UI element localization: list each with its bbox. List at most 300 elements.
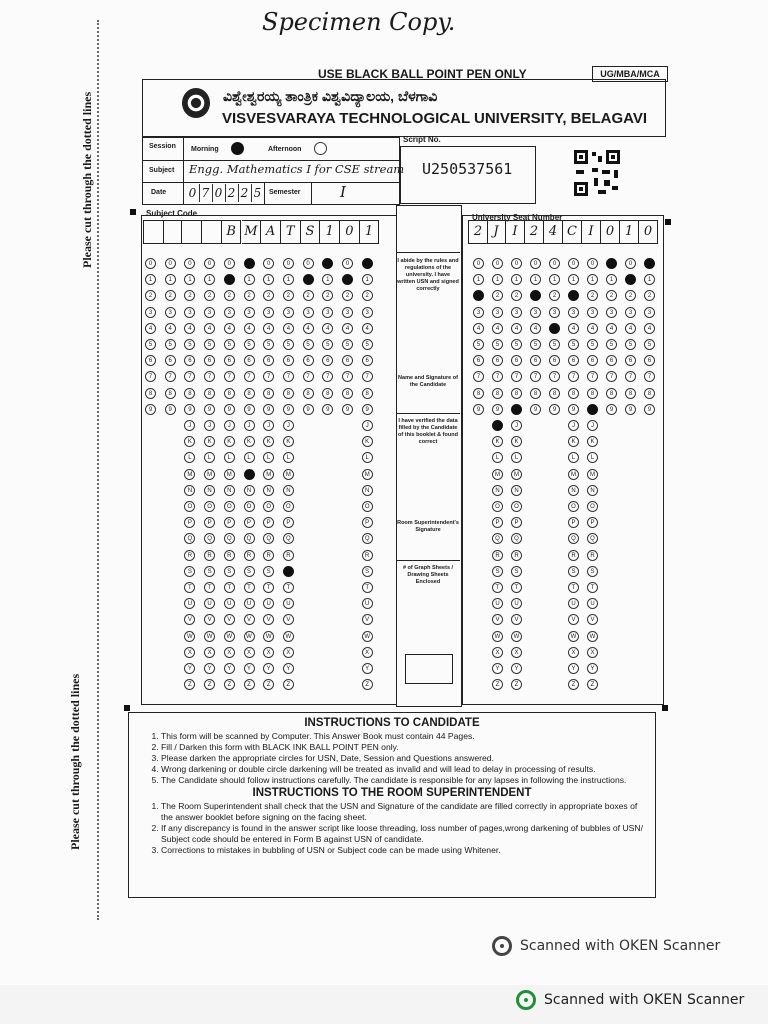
usn-bubble[interactable]: S xyxy=(568,566,579,577)
usn-bubble[interactable]: M xyxy=(587,469,598,480)
subject-code-bubble[interactable]: N xyxy=(263,485,274,496)
subject-code-bubble[interactable]: 8 xyxy=(165,388,176,399)
subject-code-bubble[interactable]: X xyxy=(224,647,235,658)
subject-code-bubble[interactable]: 3 xyxy=(224,307,235,318)
subject-code-bubble[interactable]: 8 xyxy=(362,388,373,399)
usn-bubble[interactable]: M xyxy=(492,469,503,480)
usn-bubble[interactable]: 2 xyxy=(606,290,617,301)
subject-code-bubble[interactable]: K xyxy=(204,436,215,447)
usn-bubble[interactable]: O xyxy=(568,501,579,512)
subject-code-bubble[interactable]: 6 xyxy=(342,355,353,366)
subject-code-bubble[interactable]: 4 xyxy=(303,323,314,334)
usn-bubble[interactable]: X xyxy=(492,647,503,658)
usn-bubble[interactable]: 0 xyxy=(530,258,541,269)
subject-code-bubble[interactable]: 6 xyxy=(224,355,235,366)
subject-code-bubble[interactable]: 6 xyxy=(263,355,274,366)
subject-code-bubble[interactable]: 0 xyxy=(165,258,176,269)
subject-code-bubble[interactable]: R xyxy=(283,550,294,561)
subject-code-bubble[interactable]: U xyxy=(263,598,274,609)
usn-bubble[interactable]: 2 xyxy=(644,290,655,301)
subject-code-bubble[interactable]: Y xyxy=(362,663,373,674)
subject-code-bubble[interactable]: M xyxy=(204,469,215,480)
subject-code-bubble[interactable]: 1 xyxy=(362,274,373,285)
subject-code-bubble[interactable]: 7 xyxy=(244,371,255,382)
subject-code-bubble[interactable]: 7 xyxy=(303,371,314,382)
usn-bubble[interactable]: L xyxy=(511,452,522,463)
usn-bubble[interactable]: 5 xyxy=(549,339,560,350)
usn-bubble[interactable]: T xyxy=(568,582,579,593)
usn-bubble[interactable]: S xyxy=(492,566,503,577)
subject-code-bubble[interactable]: O xyxy=(283,501,294,512)
subject-code-bubble[interactable]: W xyxy=(283,631,294,642)
usn-bubble[interactable]: 0 xyxy=(606,258,617,269)
usn-bubble[interactable]: W xyxy=(492,631,503,642)
usn-cell[interactable]: 0 xyxy=(601,220,620,244)
usn-bubble[interactable]: 6 xyxy=(530,355,541,366)
subject-code-cell[interactable] xyxy=(182,220,202,244)
subject-code-bubble[interactable]: 3 xyxy=(283,307,294,318)
usn-bubble[interactable]: 9 xyxy=(530,404,541,415)
subject-code-bubble[interactable]: 1 xyxy=(342,274,353,285)
usn-bubble[interactable]: 3 xyxy=(530,307,541,318)
usn-bubble[interactable]: 0 xyxy=(549,258,560,269)
subject-code-bubble[interactable]: N xyxy=(362,485,373,496)
subject-code-bubble[interactable]: K xyxy=(224,436,235,447)
usn-cell[interactable]: C xyxy=(563,220,582,244)
subject-code-bubble[interactable]: 4 xyxy=(145,323,156,334)
usn-bubble[interactable]: 4 xyxy=(473,323,484,334)
usn-bubble[interactable]: 0 xyxy=(511,258,522,269)
subject-code-bubble[interactable]: 9 xyxy=(244,404,255,415)
subject-code-bubble[interactable]: W xyxy=(244,631,255,642)
subject-code-bubble[interactable]: U xyxy=(362,598,373,609)
subject-code-bubble[interactable]: T xyxy=(244,582,255,593)
subject-code-bubble[interactable]: M xyxy=(184,469,195,480)
subject-code-bubble[interactable]: 4 xyxy=(165,323,176,334)
usn-bubble[interactable]: 7 xyxy=(568,371,579,382)
subject-code-bubble[interactable]: 1 xyxy=(204,274,215,285)
subject-code-bubble[interactable]: L xyxy=(263,452,274,463)
usn-bubble[interactable]: 9 xyxy=(568,404,579,415)
morning-bubble[interactable] xyxy=(231,142,244,155)
subject-code-bubble[interactable]: X xyxy=(263,647,274,658)
usn-bubble[interactable]: 8 xyxy=(587,388,598,399)
subject-code-bubble[interactable]: Q xyxy=(283,533,294,544)
subject-code-bubble[interactable]: N xyxy=(244,485,255,496)
subject-code-bubble[interactable]: 8 xyxy=(342,388,353,399)
usn-bubble[interactable]: X xyxy=(511,647,522,658)
subject-code-bubble[interactable]: S xyxy=(283,566,294,577)
usn-bubble[interactable]: M xyxy=(568,469,579,480)
subject-code-bubble[interactable]: 5 xyxy=(322,339,333,350)
usn-bubble[interactable]: J xyxy=(492,420,503,431)
usn-bubble[interactable]: 7 xyxy=(492,371,503,382)
subject-code-bubble[interactable]: 4 xyxy=(283,323,294,334)
subject-code-cell[interactable]: A xyxy=(261,220,281,244)
subject-code-bubble[interactable]: 8 xyxy=(145,388,156,399)
usn-bubble[interactable]: 2 xyxy=(625,290,636,301)
usn-bubble[interactable]: 2 xyxy=(549,290,560,301)
subject-code-bubble[interactable]: J xyxy=(204,420,215,431)
subject-code-bubble[interactable]: 1 xyxy=(145,274,156,285)
subject-code-bubble[interactable]: R xyxy=(244,550,255,561)
usn-bubble[interactable]: L xyxy=(568,452,579,463)
subject-code-bubble[interactable]: 9 xyxy=(362,404,373,415)
subject-code-bubble[interactable]: 5 xyxy=(283,339,294,350)
usn-bubble[interactable]: O xyxy=(492,501,503,512)
subject-code-bubble[interactable]: 0 xyxy=(263,258,274,269)
usn-cell[interactable]: 2 xyxy=(525,220,544,244)
usn-bubble[interactable]: 3 xyxy=(549,307,560,318)
usn-bubble[interactable]: K xyxy=(587,436,598,447)
subject-code-bubble[interactable]: 9 xyxy=(224,404,235,415)
usn-bubble[interactable]: 3 xyxy=(492,307,503,318)
usn-bubble[interactable]: K xyxy=(511,436,522,447)
usn-bubble[interactable]: S xyxy=(587,566,598,577)
subject-code-bubble[interactable]: N xyxy=(204,485,215,496)
usn-bubble[interactable]: V xyxy=(492,614,503,625)
usn-bubble[interactable]: N xyxy=(568,485,579,496)
usn-bubble[interactable]: 1 xyxy=(473,274,484,285)
subject-code-bubble[interactable]: U xyxy=(204,598,215,609)
subject-code-bubble[interactable]: 3 xyxy=(342,307,353,318)
subject-code-bubble[interactable]: 9 xyxy=(263,404,274,415)
subject-code-bubble[interactable]: R xyxy=(204,550,215,561)
usn-cell[interactable]: 1 xyxy=(620,220,639,244)
usn-bubble[interactable]: 2 xyxy=(530,290,541,301)
usn-bubble[interactable]: Z xyxy=(492,679,503,690)
subject-code-bubble[interactable]: 5 xyxy=(165,339,176,350)
usn-bubble[interactable]: 8 xyxy=(492,388,503,399)
usn-bubble[interactable]: 5 xyxy=(606,339,617,350)
subject-code-bubble[interactable]: V xyxy=(362,614,373,625)
subject-code-bubble[interactable]: 4 xyxy=(224,323,235,334)
usn-bubble[interactable]: T xyxy=(492,582,503,593)
usn-bubble[interactable]: 6 xyxy=(511,355,522,366)
subject-code-bubble[interactable]: 2 xyxy=(362,290,373,301)
subject-code-bubble[interactable]: L xyxy=(244,452,255,463)
subject-code-bubble[interactable]: 7 xyxy=(165,371,176,382)
subject-code-bubble[interactable]: V xyxy=(283,614,294,625)
subject-code-cell[interactable] xyxy=(202,220,222,244)
usn-bubble[interactable]: 1 xyxy=(606,274,617,285)
subject-code-bubble[interactable]: 6 xyxy=(244,355,255,366)
usn-bubble[interactable]: V xyxy=(568,614,579,625)
subject-code-bubble[interactable]: 7 xyxy=(322,371,333,382)
subject-code-bubble[interactable]: 4 xyxy=(362,323,373,334)
subject-code-cell[interactable]: 1 xyxy=(320,220,340,244)
subject-code-bubble[interactable]: 0 xyxy=(303,258,314,269)
subject-code-bubble[interactable]: P xyxy=(283,517,294,528)
subject-code-bubble[interactable]: 4 xyxy=(184,323,195,334)
usn-bubble[interactable]: W xyxy=(511,631,522,642)
usn-bubble[interactable]: 4 xyxy=(549,323,560,334)
subject-code-bubble[interactable]: 1 xyxy=(224,274,235,285)
subject-code-bubble[interactable]: V xyxy=(263,614,274,625)
usn-bubble[interactable]: 1 xyxy=(549,274,560,285)
subject-code-bubble[interactable]: 3 xyxy=(244,307,255,318)
usn-bubble[interactable]: 9 xyxy=(511,404,522,415)
usn-bubble[interactable]: Y xyxy=(511,663,522,674)
usn-bubble[interactable]: Q xyxy=(511,533,522,544)
usn-bubble[interactable]: 5 xyxy=(644,339,655,350)
usn-bubble[interactable]: 1 xyxy=(568,274,579,285)
subject-code-bubble[interactable]: 0 xyxy=(342,258,353,269)
subject-code-bubble[interactable]: R xyxy=(263,550,274,561)
subject-code-bubble[interactable]: X xyxy=(362,647,373,658)
subject-code-bubble[interactable]: M xyxy=(362,469,373,480)
subject-code-bubble[interactable]: 8 xyxy=(244,388,255,399)
subject-code-bubble[interactable]: 8 xyxy=(224,388,235,399)
usn-cell[interactable]: I xyxy=(506,220,525,244)
subject-code-bubble[interactable]: 0 xyxy=(224,258,235,269)
usn-bubble[interactable]: Q xyxy=(492,533,503,544)
usn-bubble[interactable]: 6 xyxy=(549,355,560,366)
subject-code-bubble[interactable]: 5 xyxy=(244,339,255,350)
subject-code-bubble[interactable]: 1 xyxy=(263,274,274,285)
subject-code-bubble[interactable]: P xyxy=(224,517,235,528)
usn-bubble[interactable]: O xyxy=(511,501,522,512)
subject-code-bubble[interactable]: X xyxy=(204,647,215,658)
usn-bubble[interactable]: Z xyxy=(511,679,522,690)
usn-bubble[interactable]: 6 xyxy=(587,355,598,366)
usn-bubble[interactable]: 5 xyxy=(625,339,636,350)
subject-code-bubble[interactable]: 8 xyxy=(283,388,294,399)
usn-bubble[interactable]: 8 xyxy=(625,388,636,399)
usn-bubble[interactable]: 0 xyxy=(492,258,503,269)
usn-bubble[interactable]: 3 xyxy=(587,307,598,318)
subject-code-bubble[interactable]: 2 xyxy=(303,290,314,301)
subject-code-bubble[interactable]: O xyxy=(204,501,215,512)
usn-bubble[interactable]: 9 xyxy=(625,404,636,415)
usn-bubble[interactable]: 9 xyxy=(644,404,655,415)
usn-bubble[interactable]: 3 xyxy=(606,307,617,318)
usn-bubble[interactable]: 4 xyxy=(568,323,579,334)
subject-code-bubble[interactable]: S xyxy=(263,566,274,577)
subject-code-cell[interactable]: S xyxy=(301,220,321,244)
subject-code-cell[interactable] xyxy=(143,220,164,244)
subject-code-bubble[interactable]: 6 xyxy=(322,355,333,366)
usn-bubble[interactable]: 0 xyxy=(473,258,484,269)
subject-code-bubble[interactable]: 2 xyxy=(165,290,176,301)
subject-code-bubble[interactable]: J xyxy=(263,420,274,431)
subject-code-bubble[interactable]: O xyxy=(224,501,235,512)
usn-bubble[interactable]: 2 xyxy=(492,290,503,301)
usn-bubble[interactable]: 6 xyxy=(568,355,579,366)
usn-bubble[interactable]: 4 xyxy=(530,323,541,334)
subject-code-bubble[interactable]: 5 xyxy=(224,339,235,350)
subject-code-bubble[interactable]: 4 xyxy=(342,323,353,334)
subject-code-bubble[interactable]: Z xyxy=(224,679,235,690)
subject-code-bubble[interactable]: P xyxy=(244,517,255,528)
usn-bubble[interactable]: N xyxy=(492,485,503,496)
subject-code-bubble[interactable]: L xyxy=(283,452,294,463)
afternoon-bubble[interactable] xyxy=(314,142,327,155)
usn-cell[interactable]: I xyxy=(582,220,601,244)
subject-code-bubble[interactable]: T xyxy=(263,582,274,593)
subject-code-bubble[interactable]: 3 xyxy=(303,307,314,318)
subject-code-bubble[interactable]: U xyxy=(283,598,294,609)
usn-bubble[interactable]: 5 xyxy=(492,339,503,350)
usn-bubble[interactable]: 7 xyxy=(606,371,617,382)
subject-code-bubble[interactable]: N xyxy=(184,485,195,496)
subject-code-bubble[interactable]: V xyxy=(204,614,215,625)
subject-code-bubble[interactable]: Z xyxy=(244,679,255,690)
subject-code-bubble[interactable]: R xyxy=(362,550,373,561)
subject-code-bubble[interactable]: 9 xyxy=(303,404,314,415)
subject-code-bubble[interactable]: S xyxy=(184,566,195,577)
subject-code-bubble[interactable]: L xyxy=(362,452,373,463)
usn-bubble[interactable]: O xyxy=(587,501,598,512)
subject-code-bubble[interactable]: 7 xyxy=(204,371,215,382)
usn-bubble[interactable]: 8 xyxy=(606,388,617,399)
subject-code-bubble[interactable]: 6 xyxy=(184,355,195,366)
subject-code-bubble[interactable]: 8 xyxy=(204,388,215,399)
usn-bubble[interactable]: J xyxy=(511,420,522,431)
subject-code-cell[interactable]: 0 xyxy=(340,220,360,244)
subject-code-bubble[interactable]: Q xyxy=(204,533,215,544)
subject-code-cell[interactable]: T xyxy=(281,220,301,244)
subject-code-bubble[interactable]: X xyxy=(244,647,255,658)
usn-bubble[interactable]: 5 xyxy=(587,339,598,350)
subject-code-bubble[interactable]: N xyxy=(283,485,294,496)
subject-code-bubble[interactable]: 3 xyxy=(362,307,373,318)
subject-code-bubble[interactable]: 2 xyxy=(244,290,255,301)
usn-bubble[interactable]: 1 xyxy=(587,274,598,285)
usn-bubble[interactable]: 8 xyxy=(644,388,655,399)
subject-code-bubble[interactable]: Z xyxy=(283,679,294,690)
usn-bubble[interactable]: 1 xyxy=(625,274,636,285)
usn-bubble[interactable]: Y xyxy=(587,663,598,674)
subject-code-bubble[interactable]: 2 xyxy=(322,290,333,301)
subject-code-bubble[interactable]: 9 xyxy=(283,404,294,415)
subject-code-bubble[interactable]: 6 xyxy=(362,355,373,366)
subject-code-bubble[interactable]: K xyxy=(283,436,294,447)
subject-code-bubble[interactable]: 4 xyxy=(244,323,255,334)
subject-code-bubble[interactable]: L xyxy=(204,452,215,463)
usn-bubble[interactable]: K xyxy=(492,436,503,447)
usn-bubble[interactable]: P xyxy=(568,517,579,528)
usn-bubble[interactable]: 2 xyxy=(568,290,579,301)
subject-code-bubble[interactable]: J xyxy=(184,420,195,431)
subject-code-bubble[interactable]: 0 xyxy=(204,258,215,269)
subject-code-bubble[interactable]: 2 xyxy=(263,290,274,301)
subject-code-bubble[interactable]: N xyxy=(224,485,235,496)
subject-code-bubble[interactable]: 8 xyxy=(263,388,274,399)
subject-code-bubble[interactable]: 0 xyxy=(184,258,195,269)
subject-code-bubble[interactable]: 4 xyxy=(322,323,333,334)
subject-code-bubble[interactable]: K xyxy=(184,436,195,447)
usn-bubble[interactable]: 9 xyxy=(492,404,503,415)
usn-bubble[interactable]: 5 xyxy=(511,339,522,350)
subject-code-bubble[interactable]: 7 xyxy=(362,371,373,382)
subject-code-bubble[interactable]: 1 xyxy=(283,274,294,285)
subject-code-bubble[interactable]: Q xyxy=(224,533,235,544)
subject-code-bubble[interactable]: 2 xyxy=(224,290,235,301)
usn-bubble[interactable]: 9 xyxy=(473,404,484,415)
subject-code-bubble[interactable]: 8 xyxy=(184,388,195,399)
subject-code-bubble[interactable]: 6 xyxy=(145,355,156,366)
subject-code-bubble[interactable]: W xyxy=(224,631,235,642)
usn-bubble[interactable]: R xyxy=(568,550,579,561)
subject-code-bubble[interactable]: J xyxy=(244,420,255,431)
subject-code-bubble[interactable]: 3 xyxy=(165,307,176,318)
subject-code-bubble[interactable]: 0 xyxy=(322,258,333,269)
subject-code-bubble[interactable]: X xyxy=(283,647,294,658)
usn-bubble[interactable]: X xyxy=(568,647,579,658)
subject-code-bubble[interactable]: S xyxy=(244,566,255,577)
subject-code-cell[interactable] xyxy=(163,220,183,244)
usn-bubble[interactable]: 0 xyxy=(644,258,655,269)
subject-code-bubble[interactable]: Z xyxy=(184,679,195,690)
subject-code-bubble[interactable]: 3 xyxy=(322,307,333,318)
subject-code-bubble[interactable]: 9 xyxy=(145,404,156,415)
usn-cell[interactable]: J xyxy=(487,220,506,244)
usn-bubble[interactable]: Y xyxy=(568,663,579,674)
subject-code-bubble[interactable]: P xyxy=(263,517,274,528)
subject-code-bubble[interactable]: R xyxy=(224,550,235,561)
usn-bubble[interactable]: 1 xyxy=(511,274,522,285)
subject-code-bubble[interactable]: Y xyxy=(244,663,255,674)
subject-code-bubble[interactable]: X xyxy=(184,647,195,658)
usn-bubble[interactable]: N xyxy=(587,485,598,496)
subject-code-bubble[interactable]: 5 xyxy=(263,339,274,350)
subject-code-bubble[interactable]: J xyxy=(283,420,294,431)
usn-bubble[interactable]: 7 xyxy=(587,371,598,382)
subject-code-bubble[interactable]: 2 xyxy=(204,290,215,301)
subject-code-bubble[interactable]: 1 xyxy=(244,274,255,285)
subject-code-bubble[interactable]: W xyxy=(362,631,373,642)
subject-code-bubble[interactable]: T xyxy=(283,582,294,593)
usn-bubble[interactable]: P xyxy=(587,517,598,528)
usn-bubble[interactable]: 4 xyxy=(492,323,503,334)
subject-code-bubble[interactable]: V xyxy=(224,614,235,625)
usn-bubble[interactable]: 8 xyxy=(549,388,560,399)
subject-code-bubble[interactable]: W xyxy=(184,631,195,642)
usn-bubble[interactable]: R xyxy=(492,550,503,561)
usn-bubble[interactable]: U xyxy=(492,598,503,609)
subject-code-cell[interactable]: 1 xyxy=(360,220,380,244)
usn-bubble[interactable]: R xyxy=(587,550,598,561)
subject-code-bubble[interactable]: 5 xyxy=(303,339,314,350)
subject-code-bubble[interactable]: 7 xyxy=(263,371,274,382)
usn-bubble[interactable]: 7 xyxy=(530,371,541,382)
subject-code-bubble[interactable]: 9 xyxy=(342,404,353,415)
usn-bubble[interactable]: S xyxy=(511,566,522,577)
usn-bubble[interactable]: Q xyxy=(568,533,579,544)
usn-bubble[interactable]: P xyxy=(492,517,503,528)
subject-code-bubble[interactable]: T xyxy=(184,582,195,593)
subject-code-bubble[interactable]: 1 xyxy=(184,274,195,285)
subject-code-bubble[interactable]: 0 xyxy=(145,258,156,269)
subject-code-bubble[interactable]: Y xyxy=(184,663,195,674)
subject-code-bubble[interactable]: 3 xyxy=(204,307,215,318)
usn-bubble[interactable]: 3 xyxy=(473,307,484,318)
usn-bubble[interactable]: 6 xyxy=(606,355,617,366)
usn-bubble[interactable]: U xyxy=(568,598,579,609)
subject-code-bubble[interactable]: O xyxy=(362,501,373,512)
usn-bubble[interactable]: T xyxy=(587,582,598,593)
usn-bubble[interactable]: 3 xyxy=(625,307,636,318)
subject-code-bubble[interactable]: 7 xyxy=(184,371,195,382)
usn-bubble[interactable]: 8 xyxy=(530,388,541,399)
subject-code-bubble[interactable]: Q xyxy=(263,533,274,544)
subject-code-bubble[interactable]: 9 xyxy=(184,404,195,415)
usn-bubble[interactable]: P xyxy=(511,517,522,528)
subject-code-bubble[interactable]: S xyxy=(362,566,373,577)
subject-code-bubble[interactable]: 1 xyxy=(322,274,333,285)
subject-code-bubble[interactable]: 8 xyxy=(303,388,314,399)
